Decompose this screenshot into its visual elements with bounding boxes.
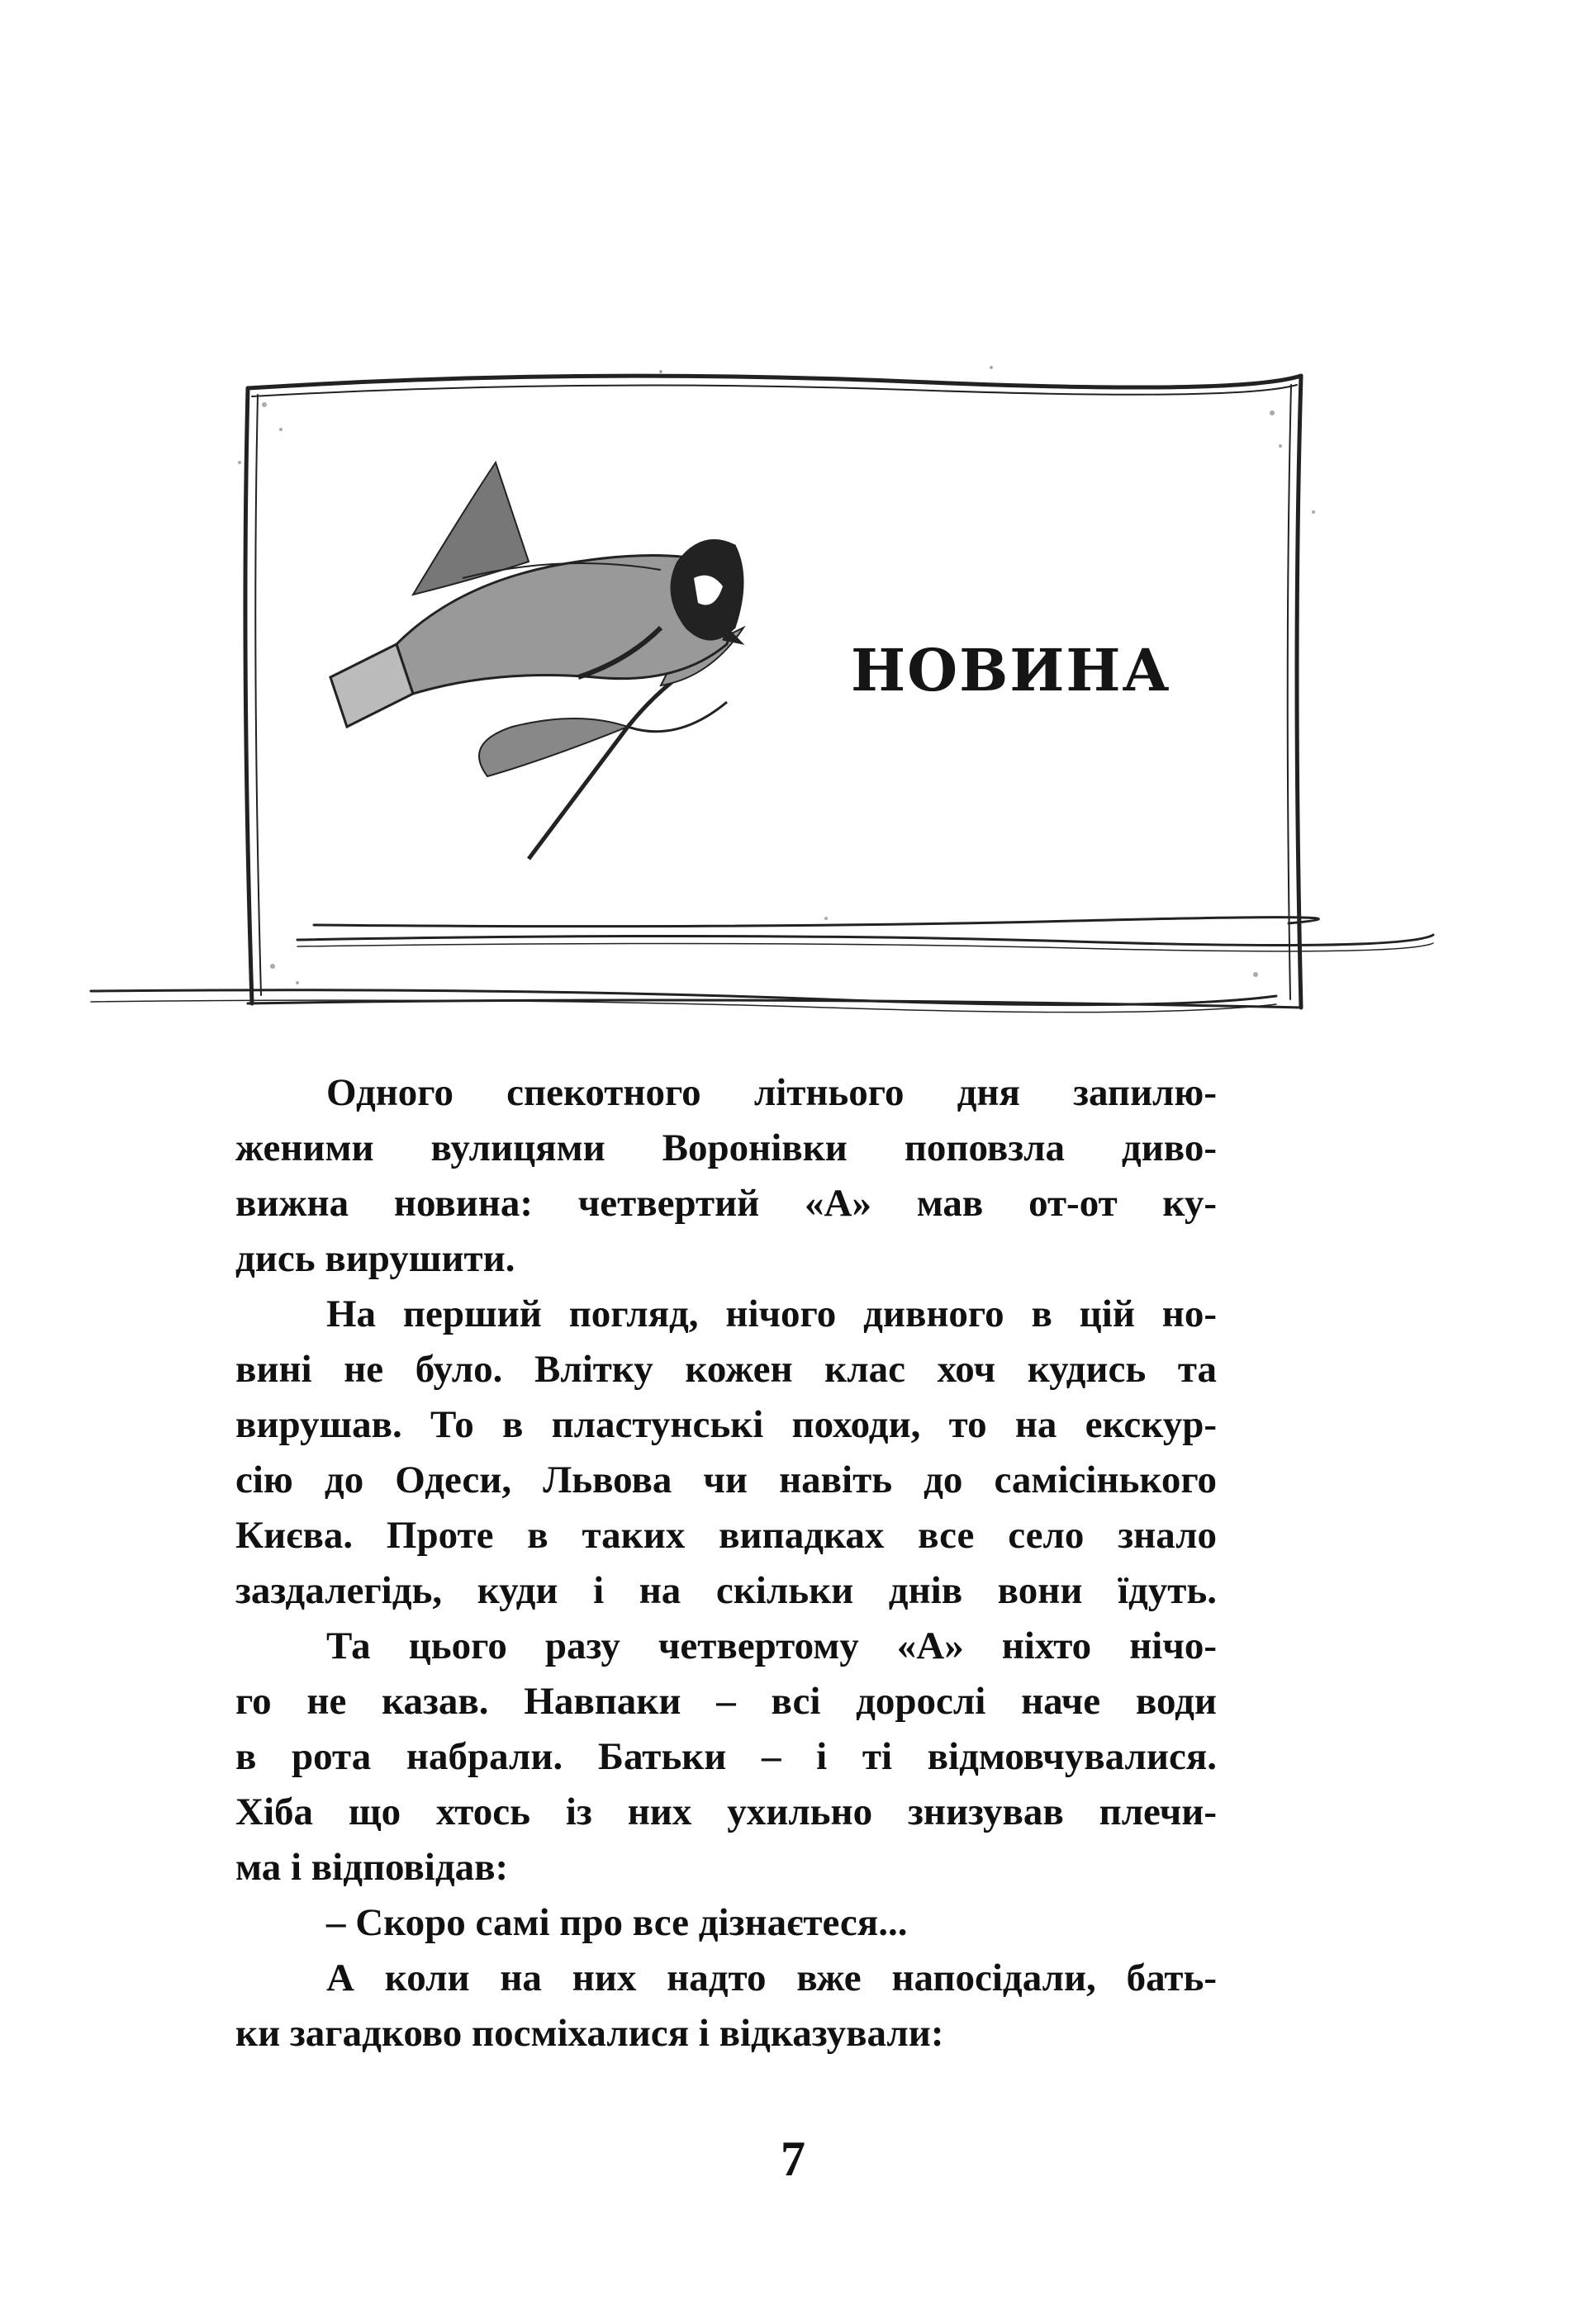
text-line: вині не було. Влітку кожен клас хоч кудись та	[235, 1348, 1217, 1391]
text-line: заздалегідь, куди і на скільки днів вони їдуть.	[235, 1569, 1217, 1612]
text-line: сію до Одеси, Львова чи навіть до самісінького	[235, 1458, 1217, 1501]
text-line: го не казав. Навпаки – всі дорослі наче води	[235, 1680, 1217, 1723]
chapter-title: НОВИНА	[851, 636, 1171, 704]
text-line: ки загадково посміхалися і відказували:	[235, 2012, 944, 2055]
text-line: На перший погляд, нічого дивного в цій но-	[326, 1292, 1217, 1335]
text-line: в рота набрали. Батьки – і ті відмовчувалися.	[235, 1735, 1217, 1778]
text-line: женими вулицями Воронівки поповзла диво-	[235, 1126, 1217, 1169]
page-number: 7	[781, 2132, 805, 2186]
text-line: Хіба що хтось із них ухильно знизував плечи-	[235, 1790, 1217, 1833]
text-line: вижна новина: четвертий «А» мав от-от ку-	[235, 1182, 1217, 1225]
sketched-frame	[91, 376, 1433, 1013]
text-line: Та цього разу четвертому «А» ніхто нічо-	[326, 1624, 1217, 1667]
text-line: Києва. Проте в таких випадках все село знало	[235, 1514, 1217, 1557]
dialogue-line: – Скоро самі про все дізнаєтеся...	[326, 1901, 908, 1944]
text-line: А коли на них надто вже напосідали, бать-	[326, 1956, 1217, 1999]
chapter-header-illustration	[0, 0, 1586, 1074]
bird-on-branch-illustration	[330, 462, 743, 859]
text-line: Одного спекотного літнього дня запилю-	[326, 1071, 1217, 1114]
text-line: вирушав. То в пластунські походи, то на екскур-	[235, 1403, 1217, 1446]
text-line: ма і відповідав:	[235, 1846, 509, 1889]
body-text	[235, 1065, 1217, 2061]
text-line: дись вирушити.	[235, 1237, 515, 1280]
